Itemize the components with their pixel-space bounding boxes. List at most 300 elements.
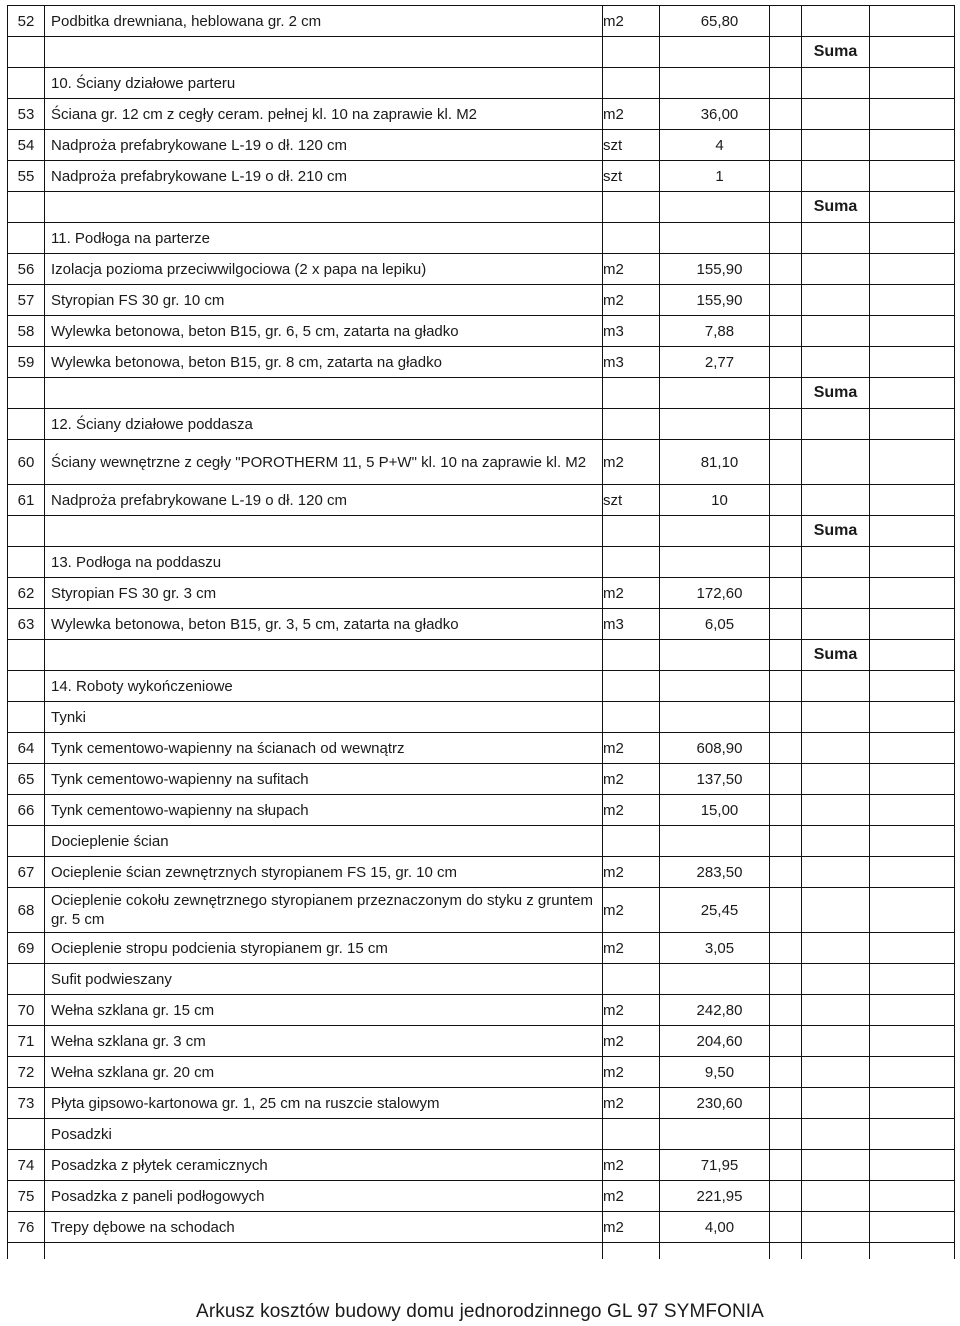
row-description: Ocieplenie cokołu zewnętrznego styropianem przeznaczonym do styku z gruntem gr. 5 cm [45, 888, 603, 933]
empty-cell [770, 702, 802, 733]
row-quantity: 1 [660, 161, 770, 192]
row-quantity: 3,05 [660, 933, 770, 964]
row-number: 64 [8, 733, 45, 764]
suma-label: Suma [802, 192, 870, 223]
table-row [8, 857, 955, 888]
spacer-cell [870, 285, 955, 316]
row-description: Tynk cementowo-wapienny na sufitach [45, 764, 603, 795]
empty-cell [870, 964, 955, 995]
row-description: Posadzka z płytek ceramicznych [45, 1150, 603, 1181]
empty-cell [45, 192, 603, 223]
empty-cell [870, 37, 955, 68]
suma-cell [802, 795, 870, 826]
section-header-row [8, 671, 955, 702]
spacer-cell [770, 1088, 802, 1119]
suma-row [8, 516, 955, 547]
empty-cell [870, 409, 955, 440]
empty-cell [770, 223, 802, 254]
row-quantity: 2,77 [660, 347, 770, 378]
suma-cell [802, 161, 870, 192]
suma-cell [802, 1212, 870, 1243]
table-row [8, 1181, 955, 1212]
spacer-cell [770, 1150, 802, 1181]
row-number: 56 [8, 254, 45, 285]
empty-cell [603, 378, 660, 409]
suma-cell [802, 440, 870, 485]
spacer-cell [870, 1212, 955, 1243]
spacer-cell [770, 254, 802, 285]
table-row [8, 1057, 955, 1088]
suma-cell [802, 1026, 870, 1057]
row-unit: m2 [603, 440, 660, 485]
spacer-cell [770, 1026, 802, 1057]
suma-cell [802, 1181, 870, 1212]
spacer-cell [870, 733, 955, 764]
row-quantity: 7,88 [660, 316, 770, 347]
empty-cell [770, 826, 802, 857]
row-quantity: 6,05 [660, 609, 770, 640]
row-quantity: 81,10 [660, 440, 770, 485]
suma-label: Suma [802, 37, 870, 68]
row-number: 68 [8, 888, 45, 933]
empty-cell [770, 192, 802, 223]
spacer-cell [870, 485, 955, 516]
spacer-cell [770, 733, 802, 764]
row-number: 63 [8, 609, 45, 640]
row-unit: m2 [603, 888, 660, 933]
subsection-row [8, 826, 955, 857]
empty-cell [45, 1243, 603, 1260]
empty-cell [8, 964, 45, 995]
empty-cell [770, 68, 802, 99]
row-unit: m2 [603, 764, 660, 795]
table-row [8, 1088, 955, 1119]
empty-cell [660, 1243, 770, 1260]
row-number: 52 [8, 6, 45, 37]
empty-cell [870, 702, 955, 733]
empty-cell [870, 640, 955, 671]
section-title: 10. Ściany działowe parteru [45, 68, 603, 99]
spacer-cell [870, 347, 955, 378]
row-description: Ocieplenie stropu podcienia styropianem gr. 15 cm [45, 933, 603, 964]
suma-cell [802, 1150, 870, 1181]
suma-cell [802, 1057, 870, 1088]
empty-cell [8, 68, 45, 99]
suma-row [8, 640, 955, 671]
row-number: 76 [8, 1212, 45, 1243]
suma-cell [802, 254, 870, 285]
spacer-cell [770, 1212, 802, 1243]
row-description: Podbitka drewniana, heblowana gr. 2 cm [45, 6, 603, 37]
row-description: Posadzka z paneli podłogowych [45, 1181, 603, 1212]
row-description: Ocieplenie ścian zewnętrznych styropianem FS 15, gr. 10 cm [45, 857, 603, 888]
spacer-cell [870, 130, 955, 161]
empty-cell [8, 640, 45, 671]
row-quantity: 25,45 [660, 888, 770, 933]
empty-cell [802, 223, 870, 254]
empty-cell [870, 192, 955, 223]
table-row [8, 254, 955, 285]
empty-cell [603, 547, 660, 578]
empty-cell [870, 671, 955, 702]
row-number: 72 [8, 1057, 45, 1088]
spacer-cell [770, 609, 802, 640]
suma-cell [802, 316, 870, 347]
row-unit: m2 [603, 578, 660, 609]
row-unit: m2 [603, 795, 660, 826]
spacer-cell [870, 764, 955, 795]
row-description: Wełna szklana gr. 3 cm [45, 1026, 603, 1057]
table-row [8, 99, 955, 130]
empty-cell [603, 640, 660, 671]
empty-cell [770, 516, 802, 547]
spacer-cell [870, 99, 955, 130]
spacer-cell [770, 316, 802, 347]
row-description: Wylewka betonowa, beton B15, gr. 8 cm, zatarta na gładko [45, 347, 603, 378]
row-number: 61 [8, 485, 45, 516]
empty-cell [870, 378, 955, 409]
row-quantity: 172,60 [660, 578, 770, 609]
spacer-cell [770, 161, 802, 192]
section-header-row [8, 223, 955, 254]
table-row [8, 578, 955, 609]
row-number: 65 [8, 764, 45, 795]
empty-cell [870, 223, 955, 254]
empty-cell [8, 826, 45, 857]
spacer-cell [870, 1150, 955, 1181]
empty-cell [770, 1119, 802, 1150]
row-description: Tynk cementowo-wapienny na ścianach od wewnątrz [45, 733, 603, 764]
row-unit: m2 [603, 254, 660, 285]
empty-cell [660, 378, 770, 409]
subsection-title: Sufit podwieszany [45, 964, 603, 995]
spacer-cell [870, 440, 955, 485]
empty-cell [8, 516, 45, 547]
empty-cell [8, 702, 45, 733]
row-unit: m2 [603, 1212, 660, 1243]
empty-cell [802, 547, 870, 578]
subsection-title: Docieplenie ścian [45, 826, 603, 857]
suma-cell [802, 99, 870, 130]
suma-row [8, 192, 955, 223]
table-row [8, 933, 955, 964]
empty-cell [870, 826, 955, 857]
row-description: Wełna szklana gr. 20 cm [45, 1057, 603, 1088]
row-quantity: 608,90 [660, 733, 770, 764]
suma-cell [802, 733, 870, 764]
empty-cell [770, 409, 802, 440]
table-row [8, 347, 955, 378]
row-number: 54 [8, 130, 45, 161]
spacer-cell [870, 888, 955, 933]
empty-cell [802, 409, 870, 440]
subsection-row [8, 964, 955, 995]
empty-cell [603, 223, 660, 254]
subsection-title: Tynki [45, 702, 603, 733]
empty-cell [770, 378, 802, 409]
spacer-cell [770, 764, 802, 795]
row-number: 60 [8, 440, 45, 485]
suma-cell [802, 888, 870, 933]
empty-cell [660, 192, 770, 223]
spacer-cell [770, 933, 802, 964]
empty-cell [870, 516, 955, 547]
suma-cell [802, 347, 870, 378]
suma-row [8, 378, 955, 409]
suma-cell [802, 578, 870, 609]
empty-cell [45, 37, 603, 68]
row-description: Styropian FS 30 gr. 3 cm [45, 578, 603, 609]
empty-cell [8, 547, 45, 578]
table-row [8, 609, 955, 640]
row-quantity: 155,90 [660, 285, 770, 316]
row-number: 69 [8, 933, 45, 964]
suma-cell [802, 6, 870, 37]
row-unit: m3 [603, 347, 660, 378]
subsection-title: Posadzki [45, 1119, 603, 1150]
row-number: 57 [8, 285, 45, 316]
empty-cell [870, 68, 955, 99]
row-number: 71 [8, 1026, 45, 1057]
spacer-cell [770, 285, 802, 316]
row-unit: m3 [603, 609, 660, 640]
empty-cell [603, 516, 660, 547]
row-unit: szt [603, 161, 660, 192]
row-quantity: 65,80 [660, 6, 770, 37]
row-number: 67 [8, 857, 45, 888]
row-quantity: 10 [660, 485, 770, 516]
spacer-cell [870, 1057, 955, 1088]
table-row [8, 6, 955, 37]
empty-cell [802, 1119, 870, 1150]
empty-cell [770, 1243, 802, 1260]
empty-cell [660, 1119, 770, 1150]
table-row [8, 733, 955, 764]
row-unit: m2 [603, 1150, 660, 1181]
row-number: 55 [8, 161, 45, 192]
empty-cell [603, 409, 660, 440]
row-number: 70 [8, 995, 45, 1026]
empty-cell [603, 68, 660, 99]
row-quantity: 4 [660, 130, 770, 161]
row-description: Styropian FS 30 gr. 10 cm [45, 285, 603, 316]
subsection-row [8, 1119, 955, 1150]
row-unit: m2 [603, 933, 660, 964]
table-row [8, 888, 955, 933]
row-quantity: 155,90 [660, 254, 770, 285]
table-row [8, 1026, 955, 1057]
suma-cell [802, 857, 870, 888]
empty-cell [603, 826, 660, 857]
row-description: Ściany wewnętrzne z cegły "POROTHERM 11, 5 P+W" kl. 10 na zaprawie kl. M2 [45, 440, 603, 485]
section-header-row [8, 409, 955, 440]
empty-cell [603, 964, 660, 995]
row-number: 53 [8, 99, 45, 130]
empty-cell [660, 702, 770, 733]
suma-cell [802, 933, 870, 964]
empty-cell [603, 1243, 660, 1260]
spacer-cell [870, 254, 955, 285]
empty-cell [870, 547, 955, 578]
spacer-cell [770, 795, 802, 826]
table-row [8, 440, 955, 485]
row-quantity: 283,50 [660, 857, 770, 888]
empty-cell [8, 192, 45, 223]
suma-cell [802, 995, 870, 1026]
spacer-cell [870, 1088, 955, 1119]
spacer-cell [870, 933, 955, 964]
empty-cell [770, 547, 802, 578]
row-quantity: 230,60 [660, 1088, 770, 1119]
suma-label: Suma [802, 378, 870, 409]
spacer-cell [870, 995, 955, 1026]
subsection-row [8, 702, 955, 733]
row-unit: m2 [603, 1057, 660, 1088]
row-quantity: 221,95 [660, 1181, 770, 1212]
spacer-cell [770, 857, 802, 888]
table-row [8, 316, 955, 347]
empty-cell [8, 1243, 45, 1260]
spacer-cell [870, 1026, 955, 1057]
row-description: Wełna szklana gr. 15 cm [45, 995, 603, 1026]
row-unit: m2 [603, 995, 660, 1026]
spacer-cell [770, 578, 802, 609]
row-unit: m2 [603, 6, 660, 37]
empty-cell [660, 671, 770, 702]
empty-cell [870, 1243, 955, 1260]
empty-cell [660, 516, 770, 547]
empty-cell [802, 964, 870, 995]
spacer-cell [770, 6, 802, 37]
row-number: 58 [8, 316, 45, 347]
table-row [8, 285, 955, 316]
empty-cell [660, 409, 770, 440]
table-row [8, 130, 955, 161]
cost-table [7, 5, 955, 1259]
empty-cell [660, 826, 770, 857]
row-unit: m2 [603, 857, 660, 888]
suma-cell [802, 485, 870, 516]
row-quantity: 4,00 [660, 1212, 770, 1243]
spacer-cell [770, 485, 802, 516]
empty-cell [45, 516, 603, 547]
row-quantity: 9,50 [660, 1057, 770, 1088]
empty-cell [802, 702, 870, 733]
empty-cell [603, 1119, 660, 1150]
row-number: 73 [8, 1088, 45, 1119]
row-description: Ściana gr. 12 cm z cegły ceram. pełnej kl. 10 na zaprawie kl. M2 [45, 99, 603, 130]
row-quantity: 15,00 [660, 795, 770, 826]
empty-cell [603, 37, 660, 68]
spacer-cell [770, 888, 802, 933]
spacer-cell [870, 795, 955, 826]
empty-cell [8, 37, 45, 68]
row-number: 62 [8, 578, 45, 609]
empty-cell [802, 826, 870, 857]
row-number: 66 [8, 795, 45, 826]
table-row [8, 485, 955, 516]
empty-cell [660, 640, 770, 671]
section-header-row [8, 547, 955, 578]
row-quantity: 137,50 [660, 764, 770, 795]
section-header-row [8, 68, 955, 99]
suma-label: Suma [802, 516, 870, 547]
spacer-cell [870, 578, 955, 609]
spacer-cell [870, 316, 955, 347]
page-footer: Arkusz kosztów budowy domu jednorodzinnego GL 97 SYMFONIA [196, 1301, 764, 1322]
row-unit: szt [603, 485, 660, 516]
row-description: Wylewka betonowa, beton B15, gr. 6, 5 cm, zatarta na gładko [45, 316, 603, 347]
row-number: 75 [8, 1181, 45, 1212]
row-description: Trepy dębowe na schodach [45, 1212, 603, 1243]
table-row-partial [8, 1243, 955, 1260]
row-unit: m2 [603, 1181, 660, 1212]
empty-cell [660, 68, 770, 99]
spacer-cell [870, 6, 955, 37]
row-description: Nadproża prefabrykowane L-19 o dł. 210 cm [45, 161, 603, 192]
row-description: Nadproża prefabrykowane L-19 o dł. 120 cm [45, 485, 603, 516]
row-unit: m2 [603, 99, 660, 130]
empty-cell [660, 964, 770, 995]
empty-cell [45, 640, 603, 671]
spacer-cell [770, 440, 802, 485]
row-unit: m2 [603, 1088, 660, 1119]
suma-cell [802, 130, 870, 161]
spacer-cell [770, 347, 802, 378]
empty-cell [770, 640, 802, 671]
section-title: 11. Podłoga na parterze [45, 223, 603, 254]
spacer-cell [770, 1181, 802, 1212]
empty-cell [8, 409, 45, 440]
table-row [8, 995, 955, 1026]
row-description: Tynk cementowo-wapienny na słupach [45, 795, 603, 826]
empty-cell [802, 68, 870, 99]
table-row [8, 1212, 955, 1243]
suma-cell [802, 764, 870, 795]
section-title: 13. Podłoga na poddaszu [45, 547, 603, 578]
empty-cell [660, 37, 770, 68]
spacer-cell [770, 130, 802, 161]
row-quantity: 36,00 [660, 99, 770, 130]
suma-cell [802, 1088, 870, 1119]
row-quantity: 71,95 [660, 1150, 770, 1181]
row-description: Nadproża prefabrykowane L-19 o dł. 120 cm [45, 130, 603, 161]
suma-cell [802, 285, 870, 316]
row-quantity: 242,80 [660, 995, 770, 1026]
row-quantity: 204,60 [660, 1026, 770, 1057]
suma-label: Suma [802, 640, 870, 671]
empty-cell [603, 192, 660, 223]
empty-cell [45, 378, 603, 409]
table-row [8, 764, 955, 795]
empty-cell [603, 671, 660, 702]
row-unit: m2 [603, 733, 660, 764]
row-description: Płyta gipsowo-kartonowa gr. 1, 25 cm na ruszcie stalowym [45, 1088, 603, 1119]
empty-cell [603, 702, 660, 733]
suma-cell [802, 609, 870, 640]
suma-row [8, 37, 955, 68]
section-title: 12. Ściany działowe poddasza [45, 409, 603, 440]
spacer-cell [870, 1181, 955, 1212]
cost-sheet [7, 5, 954, 1259]
row-unit: m3 [603, 316, 660, 347]
table-row [8, 161, 955, 192]
empty-cell [770, 964, 802, 995]
empty-cell [870, 1119, 955, 1150]
empty-cell [8, 671, 45, 702]
spacer-cell [770, 1057, 802, 1088]
spacer-cell [870, 161, 955, 192]
